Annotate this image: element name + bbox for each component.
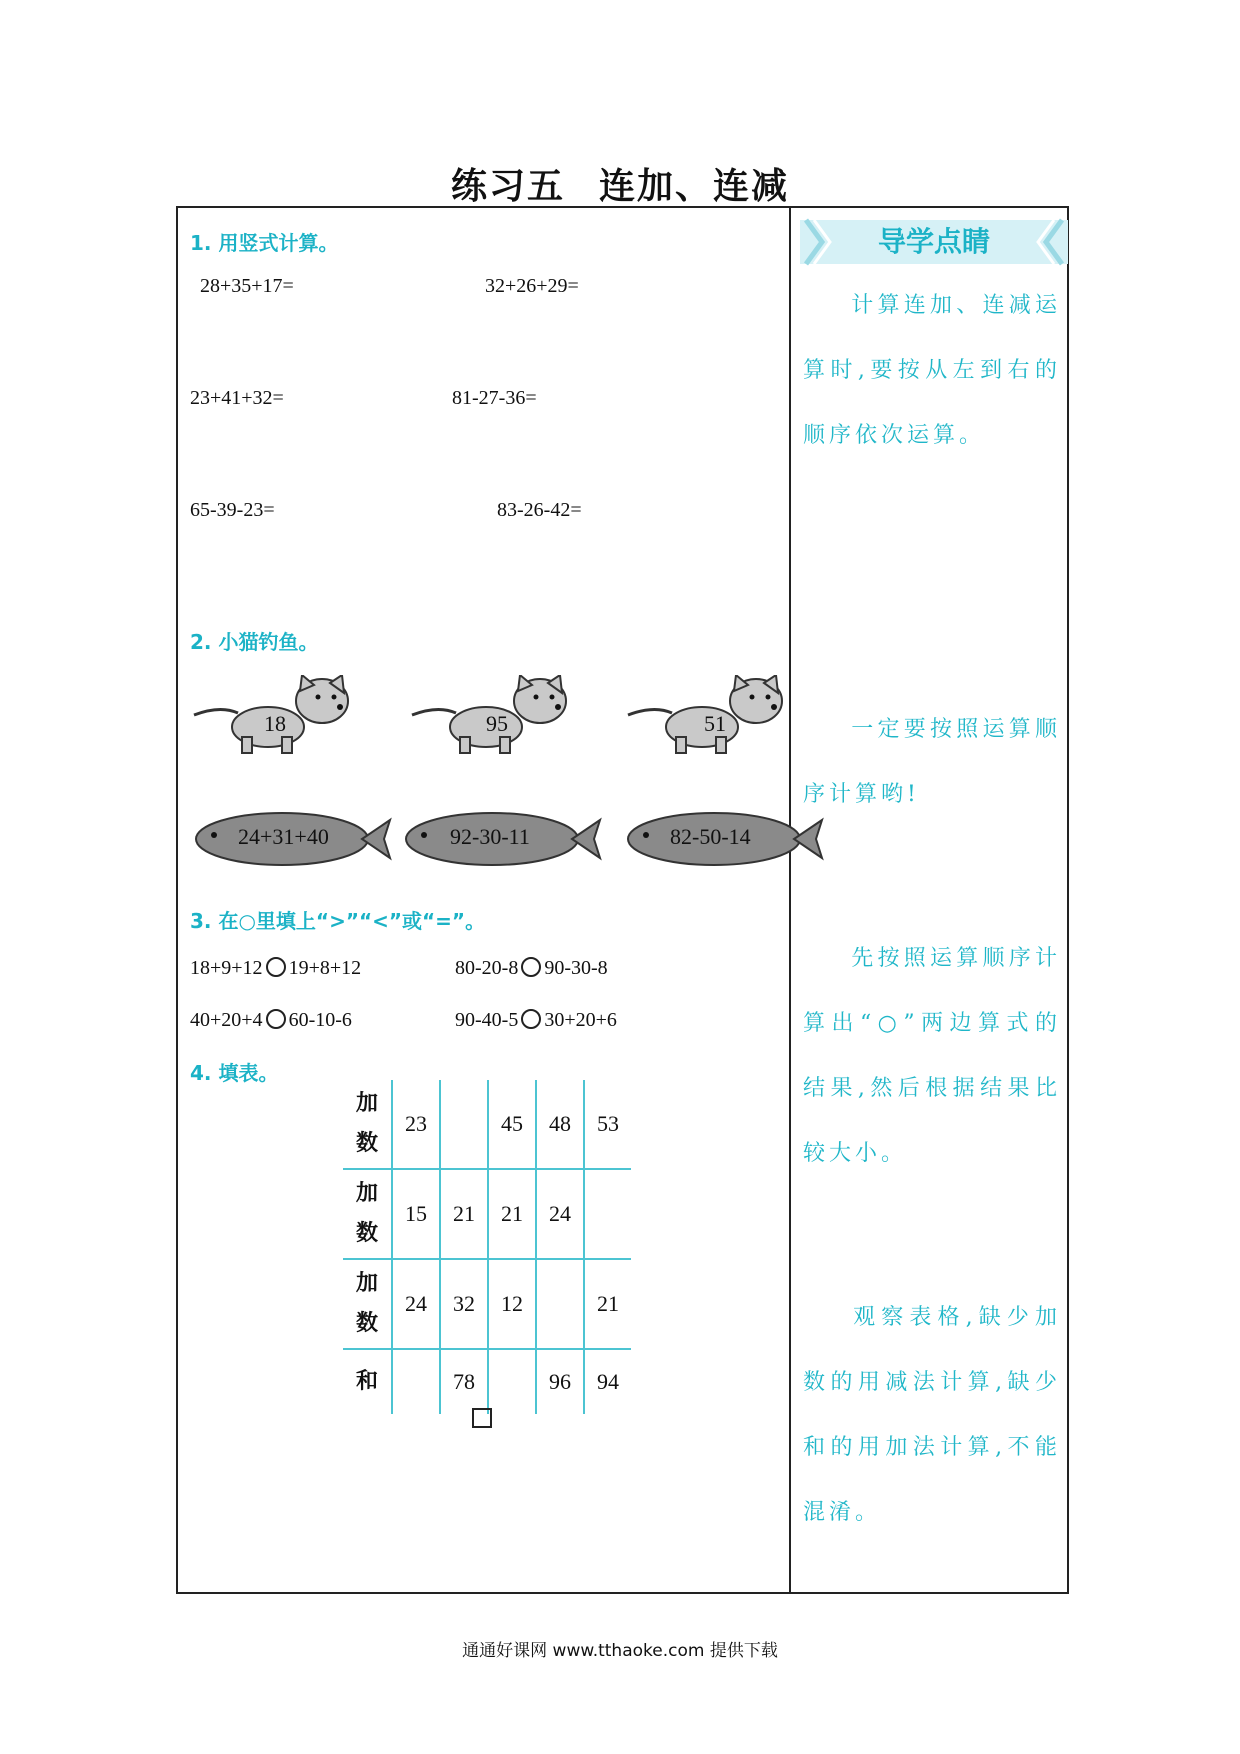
fish-2 (402, 808, 602, 870)
compare-right: 60-10-6 (288, 1009, 352, 1031)
tip-4: 观察表格,缺少加数的用减法计算,缺少和的用加法计算,不能混淆。 (803, 1305, 1061, 1525)
table-cell: 78 (440, 1349, 488, 1414)
tip-2: 一定要按照运算顺序计算哟! (803, 717, 1061, 807)
row-label: 加 数 (343, 1080, 392, 1169)
equation-6: 83-26-42= (497, 499, 582, 521)
compare-item-2 (455, 957, 608, 980)
question-4-heading: 4. 填表。 (190, 1061, 279, 1085)
row-label: 和 (355, 1369, 378, 1394)
cat-number: 51 (704, 711, 726, 736)
table-cell: 94 (584, 1349, 631, 1414)
table-cell: 12 (488, 1259, 536, 1349)
compare-item-3 (190, 1009, 352, 1032)
answer-circle[interactable] (266, 1009, 286, 1029)
table-cell: 21 (584, 1259, 631, 1349)
guide-banner-label: 导学点睛 (877, 225, 990, 258)
compare-left: 40+20+4 (190, 1009, 263, 1031)
table-cell: 45 (488, 1080, 536, 1169)
equation-4: 81-27-36= (452, 387, 537, 409)
compare-item-4 (455, 1009, 617, 1032)
answer-circle[interactable] (521, 1009, 541, 1029)
row-label: 加 数 (343, 1259, 392, 1349)
question-2-heading: 2. 小猫钓鱼。 (190, 630, 319, 654)
table-cell: 23 (392, 1080, 440, 1169)
fish-3 (624, 808, 824, 870)
compare-right: 30+20+6 (544, 1009, 617, 1031)
table-cell: 15 (392, 1169, 440, 1259)
fish-expression: 24+31+40 (238, 824, 329, 849)
compare-item-1 (190, 957, 361, 980)
footer-credit: 通通好课网 www.tthaoke.com 提供下载 (462, 1641, 778, 1661)
table-cell-blank[interactable] (392, 1349, 440, 1414)
page-title (0, 158, 1240, 209)
column-divider (789, 206, 791, 1594)
addition-table (343, 1080, 631, 1414)
compare-left: 90-40-5 (455, 1009, 519, 1031)
compare-right: 90-30-8 (544, 957, 608, 979)
table-cell-blank[interactable] (584, 1169, 631, 1259)
table-row (343, 1169, 631, 1259)
table-cell: 53 (584, 1080, 631, 1169)
fish-expression: 92-30-11 (450, 824, 530, 849)
table-cell: 21 (488, 1169, 536, 1259)
table-row (343, 1259, 631, 1349)
table-cell-blank[interactable] (488, 1349, 536, 1414)
answer-circle[interactable] (521, 957, 541, 977)
table-cell: 21 (440, 1169, 488, 1259)
cat-1 (190, 675, 360, 755)
question-1-heading: 1. 用竖式计算。 (190, 231, 339, 255)
equation-1: 28+35+17= (200, 275, 294, 297)
fish-expression: 82-50-14 (670, 824, 751, 849)
title-lesson: 练习五 (450, 166, 565, 207)
table-cell-blank[interactable] (536, 1259, 584, 1349)
compare-right: 19+8+12 (288, 957, 362, 979)
answer-circle[interactable] (266, 957, 286, 977)
row-label: 加 数 (343, 1169, 392, 1259)
equation-2: 32+26+29= (485, 275, 579, 297)
compare-left: 18+9+12 (190, 957, 263, 979)
table-row (343, 1080, 631, 1169)
fish-1 (192, 808, 392, 870)
title-topic: 连加、连减 (599, 166, 790, 207)
tip-1: 计算连加、连减运算时,要按从左到右的顺序依次运算。 (803, 293, 1061, 448)
table-cell: 24 (536, 1169, 584, 1259)
table-cell: 32 (440, 1259, 488, 1349)
table-cell: 96 (536, 1349, 584, 1414)
equation-3: 23+41+32= (190, 387, 284, 409)
cat-number: 18 (264, 711, 286, 736)
cat-2 (408, 675, 578, 755)
equation-5: 65-39-23= (190, 499, 275, 521)
table-cell: 24 (392, 1259, 440, 1349)
table-cell-blank[interactable] (440, 1080, 488, 1169)
cat-3 (624, 675, 794, 755)
table-row (343, 1349, 631, 1414)
cat-number: 95 (486, 711, 508, 736)
answer-square[interactable] (472, 1408, 492, 1428)
table-cell: 48 (536, 1080, 584, 1169)
tip-3: 先按照运算顺序计算出“○”两边算式的结果,然后根据结果比较大小。 (803, 946, 1061, 1166)
question-3-heading: 3. 在○里填上“>”“<”或“=”。 (190, 909, 486, 933)
compare-left: 80-20-8 (455, 957, 519, 979)
